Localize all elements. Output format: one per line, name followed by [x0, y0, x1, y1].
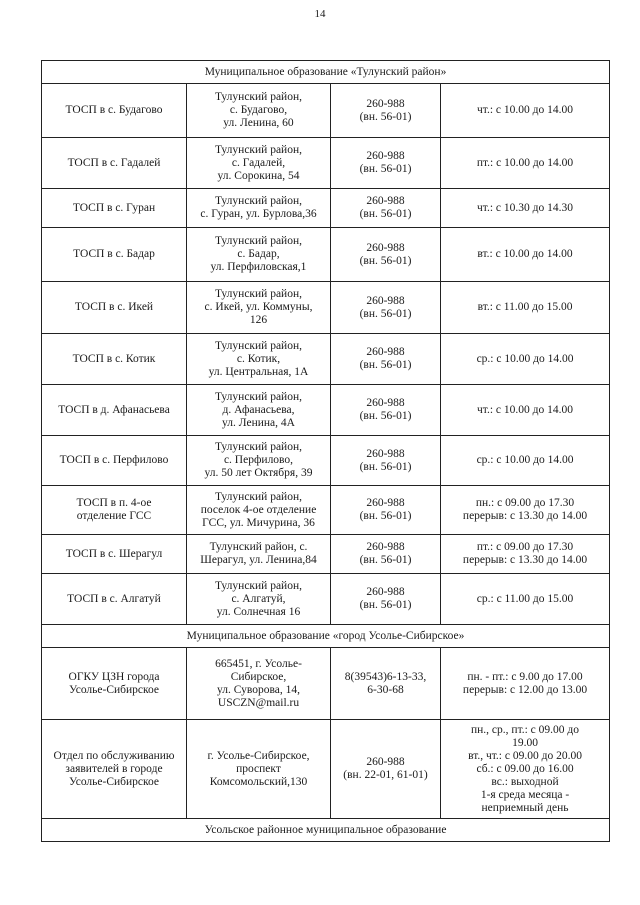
section-title: Усольское районное муниципальное образование: [42, 819, 610, 842]
office-schedule: пн.: с 09.00 до 17.30 перерыв: с 13.30 до 14.00: [441, 486, 610, 535]
table-row: [42, 228, 610, 282]
office-schedule: чт.: с 10.00 до 14.00: [441, 84, 610, 138]
office-name: ТОСП в с. Бадар: [42, 228, 187, 282]
office-phone: 260-988 (вн. 56-01): [331, 84, 441, 138]
section-header: [42, 625, 610, 648]
office-schedule: чт.: с 10.00 до 14.00: [441, 385, 610, 436]
office-name: ТОСП в д. Афанасьева: [42, 385, 187, 436]
table-row: [42, 334, 610, 385]
table-row: [42, 720, 610, 819]
office-schedule: ср.: с 11.00 до 15.00: [441, 574, 610, 625]
page-number: 14: [314, 8, 326, 20]
table-row: [42, 138, 610, 189]
office-schedule: пт.: с 10.00 до 14.00: [441, 138, 610, 189]
office-name: ТОСП в с. Гуран: [42, 189, 187, 228]
office-phone: 260-988 (вн. 56-01): [331, 334, 441, 385]
office-schedule: пт.: с 09.00 до 17.30 перерыв: с 13.30 до 14.00: [441, 535, 610, 574]
office-name: ОГКУ ЦЗН города Усолье-Сибирское: [42, 648, 187, 720]
office-address: Тулунский район, с. Шерагул, ул. Ленина,84: [187, 535, 331, 574]
office-phone: 260-988 (вн. 56-01): [331, 385, 441, 436]
office-schedule: вт.: с 10.00 до 14.00: [441, 228, 610, 282]
office-address: Тулунский район, с. Икей, ул. Коммуны, 126: [187, 282, 331, 334]
office-address: Тулунский район, с. Бадар, ул. Перфиловская,1: [187, 228, 331, 282]
office-name: Отдел по обслуживанию заявителей в городе Усолье-Сибирское: [42, 720, 187, 819]
office-name: ТОСП в с. Алгатуй: [42, 574, 187, 625]
office-schedule: ср.: с 10.00 до 14.00: [441, 436, 610, 486]
section-header: [42, 819, 610, 842]
offices-table: [41, 60, 610, 842]
office-name: ТОСП в с. Будагово: [42, 84, 187, 138]
office-address: Тулунский район, с. Котик, ул. Центральная, 1А: [187, 334, 331, 385]
office-phone: 260-988 (вн. 56-01): [331, 228, 441, 282]
table-row: [42, 648, 610, 720]
office-phone: 260-988 (вн. 56-01): [331, 486, 441, 535]
office-schedule: ср.: с 10.00 до 14.00: [441, 334, 610, 385]
office-name: ТОСП в с. Шерагул: [42, 535, 187, 574]
office-phone: 260-988 (вн. 56-01): [331, 535, 441, 574]
table-row: [42, 84, 610, 138]
office-address: Тулунский район, с. Перфилово, ул. 50 лет Октября, 39: [187, 436, 331, 486]
table-row: [42, 189, 610, 228]
section-header: [42, 61, 610, 84]
office-phone: 8(39543)6-13-33, 6-30-68: [331, 648, 441, 720]
office-name: ТОСП в с. Перфилово: [42, 436, 187, 486]
office-schedule: пн. - пт.: с 9.00 до 17.00 перерыв: с 12.00 до 13.00: [441, 648, 610, 720]
table-row: [42, 486, 610, 535]
office-address: Тулунский район, с. Алгатуй, ул. Солнечная 16: [187, 574, 331, 625]
office-address: Тулунский район, с. Гуран, ул. Бурлова,36: [187, 189, 331, 228]
office-phone: 260-988 (вн. 56-01): [331, 138, 441, 189]
office-schedule: чт.: с 10.30 до 14.30: [441, 189, 610, 228]
office-phone: 260-988 (вн. 56-01): [331, 574, 441, 625]
office-address: 665451, г. Усолье- Сибирское, ул. Суворова, 14, USCZN@mail.ru: [187, 648, 331, 720]
office-address: Тулунский район, с. Будагово, ул. Ленина, 60: [187, 84, 331, 138]
office-address: Тулунский район, поселок 4-ое отделение ГСС, ул. Мичурина, 36: [187, 486, 331, 535]
office-name: ТОСП в с. Гадалей: [42, 138, 187, 189]
office-schedule: пн., ср., пт.: с 09.00 до 19.00 вт., чт.: с 09.00 до 20.00 сб.: с 09.00 до 16.00 вс.: выходной 1-я среда месяца - неприемный день: [441, 720, 610, 819]
office-name: ТОСП в с. Котик: [42, 334, 187, 385]
section-title: Муниципальное образование «Тулунский район»: [42, 61, 610, 84]
office-phone: 260-988 (вн. 56-01): [331, 436, 441, 486]
office-schedule: вт.: с 11.00 до 15.00: [441, 282, 610, 334]
office-address: Тулунский район, с. Гадалей, ул. Сорокина, 54: [187, 138, 331, 189]
table-row: [42, 282, 610, 334]
office-phone: 260-988 (вн. 56-01): [331, 189, 441, 228]
office-phone: 260-988 (вн. 22-01, 61-01): [331, 720, 441, 819]
office-name: ТОСП в п. 4-ое отделение ГСС: [42, 486, 187, 535]
office-address: Тулунский район, д. Афанасьева, ул. Ленина, 4А: [187, 385, 331, 436]
office-address: г. Усолье-Сибирское, проспект Комсомольский,130: [187, 720, 331, 819]
table-row: [42, 436, 610, 486]
office-name: ТОСП в с. Икей: [42, 282, 187, 334]
table-row: [42, 385, 610, 436]
table-row: [42, 574, 610, 625]
section-title: Муниципальное образование «город Усолье-Сибирское»: [42, 625, 610, 648]
office-phone: 260-988 (вн. 56-01): [331, 282, 441, 334]
table-row: [42, 535, 610, 574]
